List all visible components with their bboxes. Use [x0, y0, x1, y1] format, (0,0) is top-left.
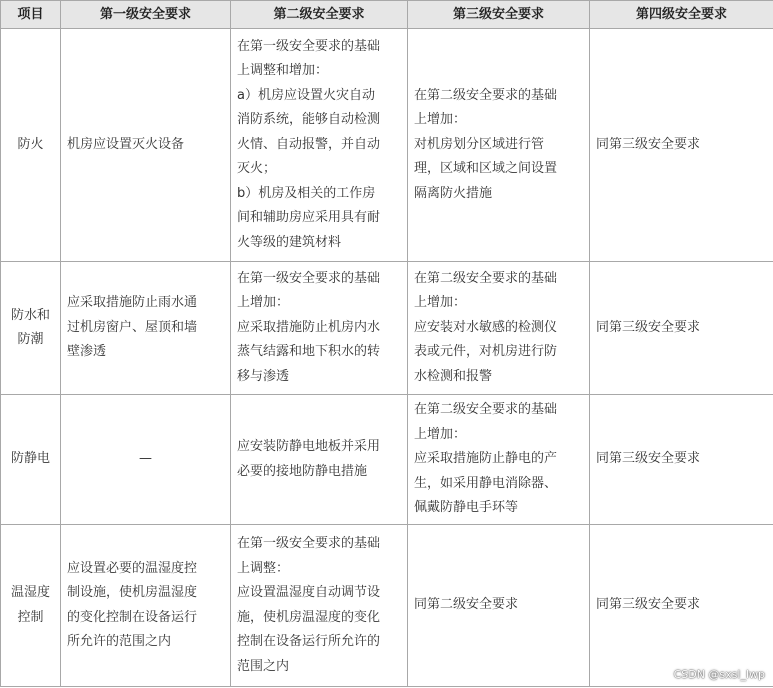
- cell-line: 所允许的范围之内: [67, 634, 172, 649]
- cell-line: 生，如采用静电消除器、: [414, 475, 558, 491]
- cell-line: 蒸气结露和地下积水的转: [237, 344, 381, 360]
- cell-line: 应采取措施防止雨水通: [67, 295, 198, 311]
- level4-cell: [590, 525, 773, 687]
- table-row: [1, 29, 773, 262]
- level3-cell: [408, 29, 590, 262]
- cell-line: 上增加：: [237, 295, 290, 311]
- cell-line: 隔离防火措施: [414, 185, 493, 201]
- cell-line: 的变化控制在设备运行: [67, 609, 198, 625]
- cell-line: 移与渗透: [237, 368, 290, 384]
- item-cell: [1, 525, 61, 687]
- cell-line: 理，区域和区域之间设置: [414, 161, 558, 177]
- level1-cell: [61, 29, 231, 262]
- cell-line: 应采取措施防止机房内水: [237, 319, 381, 335]
- cell-line: 表或元件，对机房进行防: [414, 344, 558, 360]
- cell-line: 控制: [17, 609, 44, 625]
- cell-line: 应采取措施防止静电的产: [414, 451, 558, 467]
- cell-line: 在第一级安全要求的基础: [237, 38, 381, 54]
- cell-line: 上调整和增加：: [237, 63, 329, 79]
- cell-line: 消防系统，能够自动检测: [237, 112, 381, 128]
- cell-line: 在第二级安全要求的基础: [414, 270, 558, 286]
- level2-cell: [231, 395, 408, 525]
- header-level4: 第四级安全要求: [590, 1, 773, 29]
- item-cell: [1, 29, 61, 262]
- cell-line: 在第一级安全要求的基础: [237, 270, 381, 286]
- cell-line: 火等级的建筑材料: [237, 234, 342, 250]
- cell-line: 佩戴防静电手环等: [414, 500, 519, 516]
- header-level2: 第二级安全要求: [231, 1, 408, 29]
- cell-line: 应安装对水敏感的检测仪: [414, 319, 558, 335]
- level1-cell: [61, 395, 231, 525]
- item-cell: [1, 395, 61, 525]
- cell-line: 同第三级安全要求: [596, 597, 701, 613]
- cell-line: 温湿度: [10, 585, 50, 600]
- cell-line: —: [139, 451, 152, 467]
- level3-cell: [408, 525, 590, 687]
- level4-cell: [590, 262, 773, 395]
- level3-cell: [408, 395, 590, 525]
- cell-line: 防潮: [17, 332, 44, 347]
- cell-line: 制设施，使机房温湿度: [67, 585, 198, 600]
- table-header-row: [1, 1, 773, 29]
- cell-line: 防火: [17, 136, 44, 152]
- cell-line: 防静电: [10, 451, 50, 467]
- cell-line: 同第三级安全要求: [596, 451, 701, 467]
- cell-line: 在第二级安全要求的基础: [414, 87, 558, 103]
- cell-line: 在第一级安全要求的基础: [237, 536, 381, 551]
- level2-cell: [231, 525, 408, 687]
- cell-line: 应安装防静电地板并采用: [237, 439, 381, 454]
- item-cell: [1, 262, 61, 395]
- cell-line: 水检测和报警: [414, 368, 493, 384]
- level1-cell: [61, 525, 231, 687]
- header-item: 项目: [1, 1, 61, 29]
- cell-line: 机房应设置灭火设备: [67, 136, 185, 152]
- cell-line: a）机房应设置火灾自动: [237, 87, 375, 103]
- cell-line: 间和辅助房应采用具有耐: [237, 210, 381, 226]
- level2-cell: [231, 262, 408, 395]
- header-level1: 第一级安全要求: [61, 1, 231, 29]
- table-row: [1, 262, 773, 395]
- cell-line: 应设置温湿度自动调节设: [237, 585, 381, 600]
- cell-line: 防水和: [10, 307, 50, 323]
- header-level3: 第三级安全要求: [408, 1, 590, 29]
- level4-cell: [590, 395, 773, 525]
- watermark: CSDN @sxsl_lwp: [673, 668, 765, 681]
- cell-line: b）机房及相关的工作房: [237, 185, 376, 201]
- level4-cell: [590, 29, 773, 262]
- cell-line: 必要的接地防静电措施: [237, 463, 368, 479]
- cell-line: 上增加：: [414, 295, 467, 311]
- cell-line: 上增加：: [414, 426, 467, 442]
- level3-cell: [408, 262, 590, 395]
- cell-line: 过机房窗户、屋顶和墙: [67, 319, 198, 335]
- table-row: [1, 525, 773, 687]
- cell-line: 上调整：: [237, 560, 290, 576]
- cell-line: 灭火；: [237, 161, 277, 177]
- cell-line: 在第二级安全要求的基础: [414, 402, 558, 418]
- cell-line: 壁渗透: [67, 344, 107, 360]
- level1-cell: [61, 262, 231, 395]
- cell-line: 应设置必要的温湿度控: [67, 560, 198, 576]
- cell-line: 同第三级安全要求: [596, 136, 701, 152]
- cell-line: 范围之内: [237, 658, 290, 674]
- cell-line: 同第二级安全要求: [414, 597, 519, 613]
- cell-line: 控制在设备运行所允许的: [237, 634, 381, 649]
- table-row: [1, 395, 773, 525]
- level2-cell: [231, 29, 408, 262]
- cell-line: 施，使机房温湿度的变化: [237, 609, 381, 625]
- cell-line: 对机房划分区域进行管: [414, 136, 545, 152]
- cell-line: 火情、自动报警，并自动: [237, 136, 381, 152]
- cell-line: 同第三级安全要求: [596, 319, 701, 335]
- cell-line: 上增加：: [414, 112, 467, 128]
